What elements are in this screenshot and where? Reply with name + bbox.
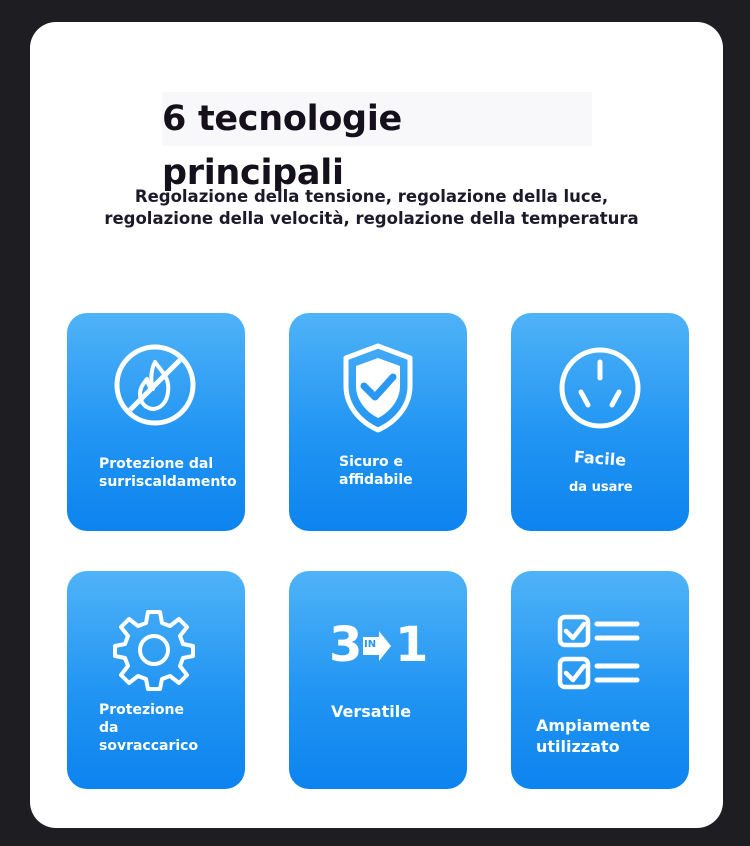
feature-tile-overload (67, 571, 245, 789)
feature-tile-safe (289, 313, 467, 531)
checklist-icon (557, 613, 641, 693)
subtitle-line-1: Regolazione della tensione, regolazione della luce, (134, 187, 609, 206)
three-in-one-left: 3 (329, 617, 363, 673)
feature-tile-versatile (289, 571, 467, 789)
feature-tile-easy (511, 313, 689, 531)
feature-tile-overheat (67, 313, 245, 531)
features-card (30, 22, 723, 828)
feature-label-widely-used: Ampiamente utilizzato (536, 716, 651, 756)
no-fire-icon (112, 342, 198, 428)
gear-icon (111, 607, 197, 693)
power-socket-icon (557, 345, 643, 431)
feature-label-versatile: Versatile (331, 702, 412, 721)
three-in-one-icon (329, 619, 429, 679)
subtitle (70, 186, 673, 230)
shield-check-icon (340, 342, 416, 434)
feature-label-easy-main: Facile (573, 447, 627, 470)
page-title: 6 tecnologie principali (162, 92, 592, 146)
three-in-one-right: 1 (395, 617, 429, 673)
feature-label-overheat: Protezione dal surriscaldamento (99, 456, 237, 490)
three-in-one-mid: IN (364, 639, 377, 650)
feature-tile-widely-used (511, 571, 689, 789)
subtitle-line-2: regolazione della velocità, regolazione della temperatura (104, 209, 639, 228)
feature-label-easy-sub: da usare (569, 480, 633, 495)
feature-label-safe: Sicuro e affidabile (339, 454, 413, 488)
feature-label-overload: Protezione da sovraccarico (99, 702, 199, 754)
